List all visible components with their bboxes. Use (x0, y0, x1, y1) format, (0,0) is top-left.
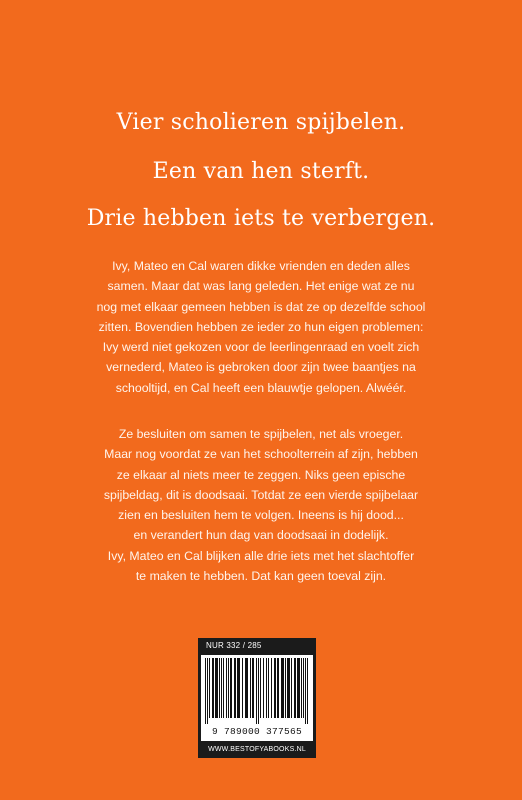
tagline-3: Drie hebben iets te verbergen. (86, 206, 436, 231)
blurb-line: ze elkaar al niets meer te zeggen. Niks geen epische (116, 467, 406, 482)
blurb-line: schooltijd, en Cal heeft een blauwtje gelopen. Alwéér. (115, 380, 407, 395)
blurb-line: zitten. Bovendien hebben ze ieder zo hun eigen problemen: (98, 319, 424, 334)
blurb-line: Ze besluiten om samen te spijbelen, net als vroeger. (118, 427, 404, 441)
blurb-line: nog met elkaar gemeen hebben is dat ze op dezelfde school (96, 299, 426, 314)
blurb-line: samen. Maar dat was lang geleden. Het enige wat ze nu (107, 279, 415, 294)
nur-code: NUR 332 / 285 (206, 641, 262, 650)
barcode-icon (205, 658, 309, 724)
publisher-website: WWW.BESTOFYABOOKS.NL (208, 746, 306, 753)
blurb-line: Ivy, Mateo en Cal waren dikke vrienden en deden alles (112, 259, 410, 273)
tagline-1: Vier scholieren spijbelen. (116, 110, 406, 135)
blurb-paragraph-2 (80, 424, 442, 586)
blurb-line: te maken te hebben. Dat kan geen toeval zijn. (135, 569, 387, 584)
blurb-line: Maar nog voordat ze van het schoolterrein af zijn, hebben (104, 447, 418, 462)
tagline-2: Een van hen sterft. (152, 159, 370, 184)
isbn-number: 9 789000 377565 (211, 726, 302, 737)
blurb-line: spijbeldag, dit is doodsaai. Totdat ze een vierde spijbelaar (103, 487, 419, 502)
blurb-paragraph-1 (80, 256, 442, 398)
blurb-line: vernederd, Mateo is gebroken door zijn twee baantjes na (106, 360, 416, 375)
barcode-panel (201, 655, 313, 741)
blurb-line: en verandert hun dag van doodsaai in dodelijk. (133, 528, 389, 543)
blurb-line: Ivy werd niet gekozen voor de leerlingenraad en voelt zich (102, 340, 420, 355)
blurb-line: Ivy, Mateo en Cal blijken alle drie iets met het slachtoffer (107, 548, 415, 563)
barcode-box (198, 638, 316, 758)
blurb-line: zien en besluiten hem te volgen. Ineens is hij dood... (118, 508, 404, 523)
